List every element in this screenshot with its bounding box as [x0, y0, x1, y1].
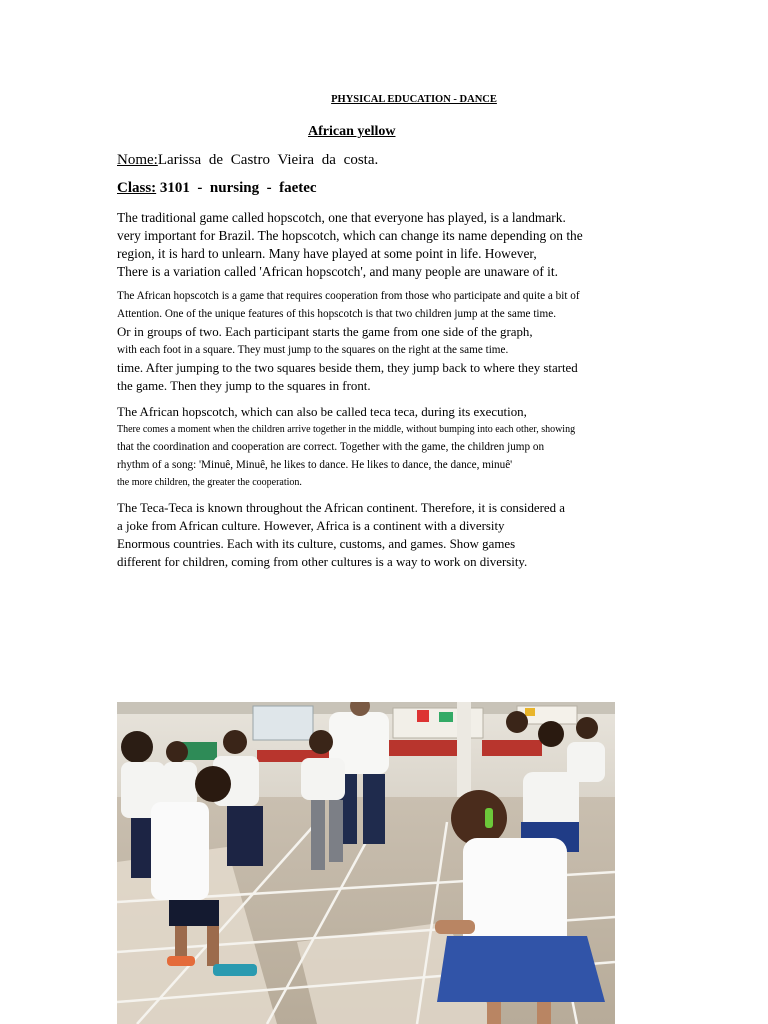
name-label: Nome:: [117, 152, 158, 168]
children-playing-photo: [117, 702, 615, 1024]
document-subtitle: African yellow: [308, 124, 396, 139]
paragraph-2: [117, 287, 637, 395]
course-heading-text: PHYSICAL EDUCATION - DANCE: [331, 94, 497, 105]
paragraph-line: The African hopscotch, which can also be called teca teca, during its execution,: [117, 405, 527, 419]
student-name-line: [117, 152, 378, 169]
course-heading: [0, 94, 768, 105]
paragraph-line: Or in groups of two. Each participant starts the game from one side of the graph,: [117, 325, 533, 339]
paragraph-line: Attention. One of the unique features of this hopscotch is that two children jump at the same time.: [117, 308, 557, 320]
paragraph-line: the more children, the greater the cooperation.: [117, 477, 302, 488]
class-value: 3101 - nursing - faetec: [156, 180, 317, 196]
name-value: Larissa de Castro Vieira da costa.: [157, 152, 379, 168]
paragraph-line: that the coordination and cooperation are correct. Together with the game, the children jump on: [117, 441, 545, 453]
paragraph-line: rhythm of a song: 'Minuê, Minuê, he likes to dance. He likes to dance, the dance, minuê': [117, 459, 513, 471]
paragraph-line: region, it is hard to unlearn. Many have played at some point in life. However,: [117, 246, 537, 261]
paragraph-line: very important for Brazil. The hopscotch, which can change its name depending on the: [117, 228, 583, 243]
paragraph-line: different for children, coming from other cultures is a way to work on diversity.: [117, 555, 528, 569]
paragraph-3: [117, 403, 637, 491]
paragraph-line: The traditional game called hopscotch, one that everyone has played, is a landmark.: [117, 210, 566, 225]
paragraph-line: There is a variation called 'African hopscotch', and many people are unaware of it.: [117, 264, 558, 279]
paragraph-line: There comes a moment when the children arrive together in the middle, without bumping into each other, showing: [117, 424, 576, 435]
paragraph-line: The African hopscotch is a game that requires cooperation from those who participate and quite a bit of: [117, 290, 580, 302]
class-line: [117, 180, 317, 197]
paragraph-line: Enormous countries. Each with its culture, customs, and games. Show games: [117, 537, 516, 551]
paragraph-line: with each foot in a square. They must jump to the squares on the right at the same time.: [117, 344, 509, 356]
paragraph-line: The Teca-Teca is known throughout the African continent. Therefore, it is considered a: [117, 501, 566, 515]
paragraph-line: the game. Then they jump to the squares in front.: [117, 379, 371, 393]
paragraph-line: a joke from African culture. However, Africa is a continent with a diversity: [117, 519, 505, 533]
class-label: Class:: [117, 180, 157, 196]
paragraph-line: time. After jumping to the two squares beside them, they jump back to where they started: [117, 361, 578, 375]
paragraph-4: [117, 499, 637, 571]
paragraph-1: [117, 209, 637, 281]
